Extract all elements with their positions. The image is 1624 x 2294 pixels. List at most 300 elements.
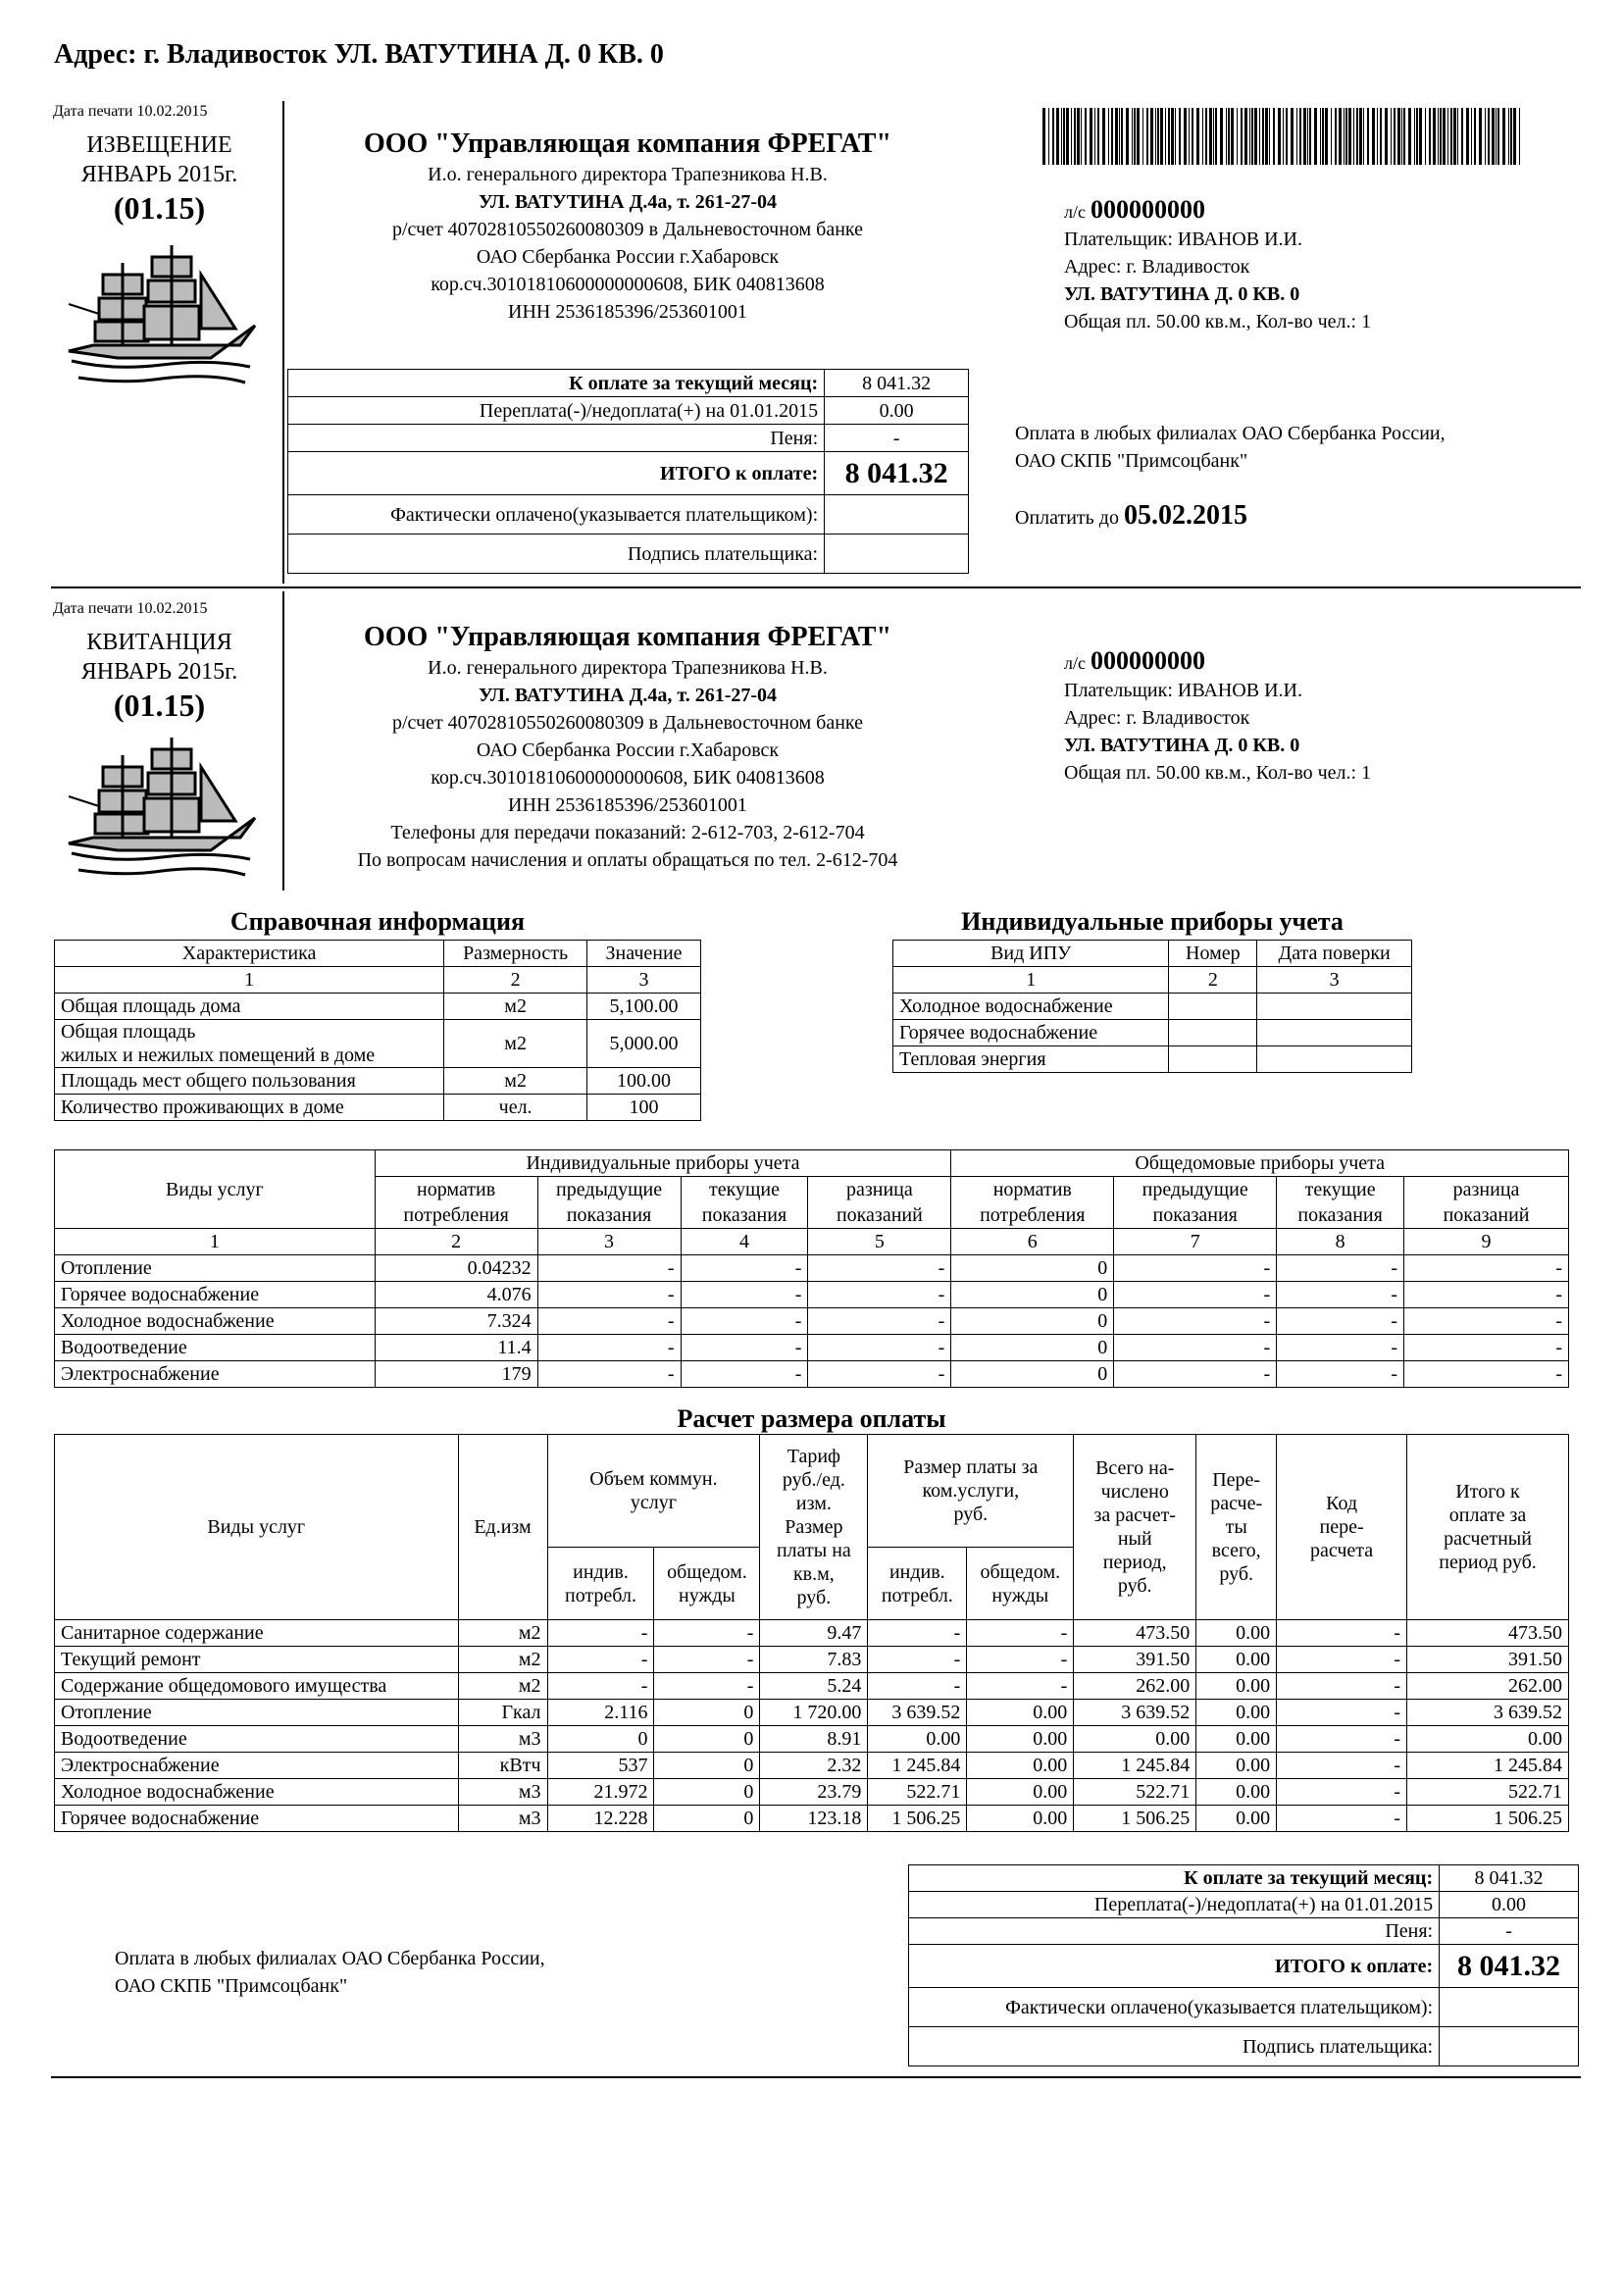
calc-cell: - xyxy=(967,1673,1074,1700)
cons-num: 9 xyxy=(1404,1229,1569,1255)
calc-cell: 1 506.25 xyxy=(1074,1806,1196,1832)
hdr-line: период, xyxy=(1102,1552,1167,1573)
table-row xyxy=(55,1647,1569,1673)
hdr-line: текущие xyxy=(1304,1179,1376,1200)
calc-cell: 391.50 xyxy=(1074,1647,1196,1673)
sign-label: Подпись плательщика: xyxy=(909,2027,1440,2066)
hdr-line: руб. xyxy=(953,1504,989,1525)
hdr-line: оплате за xyxy=(1448,1504,1527,1526)
cons-cell: - xyxy=(681,1255,808,1282)
calc-h-vol-common xyxy=(654,1548,760,1620)
cons-cell: - xyxy=(1114,1308,1277,1335)
cons-cell: - xyxy=(808,1308,951,1335)
receipt-org-block xyxy=(284,621,971,874)
calc-cell: 1 506.25 xyxy=(1407,1806,1569,1832)
cons-cell: - xyxy=(1114,1361,1277,1388)
calc-cell: 0.00 xyxy=(1196,1806,1277,1832)
receipt-payer-block xyxy=(1064,647,1371,787)
calc-cell: - xyxy=(868,1620,967,1647)
cons-cell: - xyxy=(808,1361,951,1388)
calc-cell: 0 xyxy=(654,1779,760,1806)
table-row xyxy=(55,1620,1569,1647)
ref-cell: 100 xyxy=(587,1095,701,1121)
meters-cell: Горячее водоснабжение xyxy=(893,1020,1169,1046)
cons-cell: - xyxy=(1277,1361,1404,1388)
cons-h-ind: Индивидуальные приборы учета xyxy=(375,1150,951,1177)
calc-cell: 537 xyxy=(547,1753,654,1779)
cons-cell: 0 xyxy=(951,1361,1114,1388)
calc-cell: - xyxy=(547,1620,654,1647)
ref-num: 3 xyxy=(587,967,701,994)
calc-cell: м2 xyxy=(458,1673,547,1700)
current-label: К оплате за текущий месяц: xyxy=(909,1865,1440,1892)
calc-cell: 522.71 xyxy=(1407,1779,1569,1806)
calc-cell: Содержание общедомового имущества xyxy=(55,1673,459,1700)
print-date: Дата печати 10.02.2015 xyxy=(53,600,208,617)
hdr-line: предыдущие xyxy=(1142,1179,1248,1200)
calc-cell: 0 xyxy=(547,1726,654,1753)
total-value: 8 041.32 xyxy=(1440,1945,1579,1988)
calc-cell: 3 639.52 xyxy=(868,1700,967,1726)
hdr-line: потребления xyxy=(980,1204,1086,1226)
hdr-line: руб./ед. xyxy=(782,1469,845,1491)
cons-num: 2 xyxy=(375,1229,537,1255)
ls-number: 000000000 xyxy=(1090,646,1205,675)
hdr-line: общедом. xyxy=(980,1560,1061,1583)
hdr-line: Размер xyxy=(785,1516,843,1538)
cons-cell: 0.04232 xyxy=(375,1255,537,1282)
hdr-line: общедом. xyxy=(667,1560,747,1583)
penalty-value: - xyxy=(825,425,969,452)
cons-num: 5 xyxy=(808,1229,951,1255)
hdr-line: услуг xyxy=(630,1492,677,1513)
calc-cell: 391.50 xyxy=(1407,1647,1569,1673)
hdr-line: показания xyxy=(1297,1204,1383,1226)
cons-cell: - xyxy=(681,1361,808,1388)
cons-cell: - xyxy=(1404,1308,1569,1335)
calc-cell: Санитарное содержание xyxy=(55,1620,459,1647)
calc-title: Расчет размера оплаты xyxy=(677,1404,946,1433)
page-address: Адрес: г. Владивосток УЛ. ВАТУТИНА Д. 0 КВ. 0 xyxy=(54,39,664,70)
calc-h-fee xyxy=(868,1435,1074,1548)
calc-cell: - xyxy=(1277,1700,1407,1726)
cons-cell: - xyxy=(537,1282,681,1308)
due-date: 05.02.2015 xyxy=(1123,500,1247,531)
ref-cell: Количество проживающих в доме xyxy=(55,1095,444,1121)
cons-num: 6 xyxy=(951,1229,1114,1255)
paid-label: Фактически оплачено(указывается плательщиком): xyxy=(909,1988,1440,2027)
period: ЯНВАРЬ 2015г. xyxy=(80,162,238,187)
calc-cell: Текущий ремонт xyxy=(55,1647,459,1673)
consumption-table xyxy=(54,1149,1569,1388)
calc-cell: 473.50 xyxy=(1074,1620,1196,1647)
hdr-line: индив. xyxy=(573,1560,629,1583)
hdr-line: изм. xyxy=(795,1493,832,1514)
cons-cell: - xyxy=(537,1308,681,1335)
hdr-line: платы на xyxy=(776,1540,851,1561)
table-row xyxy=(55,1806,1569,1832)
hdr-line: потребл. xyxy=(564,1584,636,1606)
cons-cell: - xyxy=(808,1282,951,1308)
calc-cell: 0.00 xyxy=(1196,1647,1277,1673)
table-row xyxy=(55,1779,1569,1806)
current-value: 8 041.32 xyxy=(1440,1865,1579,1892)
calc-cell: 1 245.84 xyxy=(1407,1753,1569,1779)
cons-cell: Электроснабжение xyxy=(55,1361,376,1388)
cons-cell: - xyxy=(1277,1282,1404,1308)
calc-cell: - xyxy=(1277,1753,1407,1779)
calc-cell: 262.00 xyxy=(1407,1673,1569,1700)
cons-h-sub xyxy=(1277,1177,1404,1229)
ref-cell: Общая площадь дома xyxy=(55,994,444,1020)
calc-cell: 7.83 xyxy=(760,1647,868,1673)
notice-payer-block xyxy=(1064,196,1371,335)
hdr-line: руб. xyxy=(796,1587,832,1608)
hdr-line: разница xyxy=(1452,1179,1520,1200)
calc-cell: 123.18 xyxy=(760,1806,868,1832)
calc-h-recalc xyxy=(1196,1435,1277,1620)
org-bank: ОАО Сбербанка России г.Хабаровск xyxy=(476,246,780,268)
calc-cell: м3 xyxy=(458,1726,547,1753)
hdr-line: Размер платы за xyxy=(903,1456,1039,1478)
cons-cell: - xyxy=(681,1308,808,1335)
meters-cell xyxy=(1257,994,1412,1020)
hdr-line: норматив xyxy=(417,1179,496,1200)
org-director: И.о. генерального директора Трапезникова Н.В. xyxy=(428,164,828,185)
calc-cell: 0.00 xyxy=(1196,1620,1277,1647)
ref-num: 1 xyxy=(55,967,444,994)
ref-cell: м2 xyxy=(444,994,587,1020)
bottom-payment-where xyxy=(115,1945,545,2000)
payer-area: Общая пл. 50.00 кв.м., Кол-во чел.: 1 xyxy=(1064,311,1372,332)
cons-cell: - xyxy=(1404,1335,1569,1361)
calc-cell: - xyxy=(654,1647,760,1673)
penalty-label: Пеня: xyxy=(909,1918,1440,1945)
reference-table xyxy=(54,940,701,1121)
hdr-line: расче- xyxy=(1210,1493,1263,1514)
overpay-value: 0.00 xyxy=(1440,1892,1579,1918)
meters-num: 2 xyxy=(1169,967,1257,994)
cons-cell: - xyxy=(1277,1308,1404,1335)
calc-cell: 473.50 xyxy=(1407,1620,1569,1647)
table-row xyxy=(55,1700,1569,1726)
ls-label: л/с xyxy=(1064,202,1086,222)
cons-h-sub xyxy=(808,1177,951,1229)
payment-where-line1: Оплата в любых филиалах ОАО Сбербанка России, xyxy=(115,1948,545,1969)
print-date: Дата печати 10.02.2015 xyxy=(53,103,208,120)
paid-input[interactable] xyxy=(825,495,969,535)
cons-num: 4 xyxy=(681,1229,808,1255)
cons-cell: 0 xyxy=(951,1255,1114,1282)
calc-cell: 0 xyxy=(654,1753,760,1779)
table-row xyxy=(55,1308,1569,1335)
table-row xyxy=(893,994,1412,1020)
calc-h-vol-ind xyxy=(547,1548,654,1620)
cons-cell: - xyxy=(1404,1361,1569,1388)
calc-cell: 3 639.52 xyxy=(1074,1700,1196,1726)
table-row xyxy=(55,1753,1569,1779)
calc-cell: 0.00 xyxy=(967,1726,1074,1753)
calc-cell: 0.00 xyxy=(967,1779,1074,1806)
hdr-line: нужды xyxy=(679,1584,736,1606)
cons-h-sub xyxy=(537,1177,681,1229)
meters-table xyxy=(892,940,1412,1073)
calc-cell: 0 xyxy=(654,1806,760,1832)
cons-h-sub xyxy=(1404,1177,1569,1229)
hdr-line: Код xyxy=(1326,1493,1358,1514)
paid-input[interactable] xyxy=(1440,1988,1579,2027)
cons-cell: - xyxy=(1114,1282,1277,1308)
hdr-line: ком.услуги, xyxy=(922,1480,1020,1502)
calc-cell: 8.91 xyxy=(760,1726,868,1753)
total-label: ИТОГО к оплате: xyxy=(288,452,825,495)
hdr-line: разница xyxy=(846,1179,913,1200)
hdr-line: текущие xyxy=(708,1179,780,1200)
calc-cell: - xyxy=(654,1620,760,1647)
hdr-line: потребления xyxy=(403,1204,509,1226)
ref-cell: Площадь мест общего пользования xyxy=(55,1068,444,1095)
calc-cell: Водоотведение xyxy=(55,1726,459,1753)
calc-cell: 3 639.52 xyxy=(1407,1700,1569,1726)
payer-name: Плательщик: ИВАНОВ И.И. xyxy=(1064,229,1302,250)
calc-h-fee-ind xyxy=(868,1548,967,1620)
calc-cell: кВтч xyxy=(458,1753,547,1779)
reference-title: Справочная информация xyxy=(229,907,526,936)
cons-num: 7 xyxy=(1114,1229,1277,1255)
org-account: р/счет 40702810550260080309 в Дальневосточном банке xyxy=(391,712,864,734)
hdr-line: показания xyxy=(1152,1204,1238,1226)
ref-cell: Общая площадь xyxy=(61,1021,196,1043)
cons-cell: - xyxy=(681,1282,808,1308)
calc-cell: - xyxy=(1277,1779,1407,1806)
ref-cell: 100.00 xyxy=(587,1068,701,1095)
payment-where-line2: ОАО СКПБ "Примсоцбанк" xyxy=(1015,450,1248,472)
sign-label: Подпись плательщика: xyxy=(288,535,825,574)
hdr-line: индив. xyxy=(888,1560,945,1583)
calc-cell: Гкал xyxy=(458,1700,547,1726)
hdr-line: руб. xyxy=(1219,1563,1253,1585)
calc-cell: - xyxy=(654,1673,760,1700)
hdr-line: расчетный xyxy=(1444,1528,1532,1550)
calc-cell: 262.00 xyxy=(1074,1673,1196,1700)
calc-cell: - xyxy=(1277,1806,1407,1832)
ref-cell: чел. xyxy=(444,1095,587,1121)
ref-cell: жилых и нежилых помещений в доме xyxy=(61,1045,376,1066)
hdr-line: числено xyxy=(1100,1481,1169,1503)
table-row xyxy=(55,1726,1569,1753)
cons-num: 1 xyxy=(55,1229,376,1255)
table-row xyxy=(55,1361,1569,1388)
calc-cell: м2 xyxy=(458,1647,547,1673)
hdr-line: Тариф xyxy=(787,1446,841,1467)
meters-title: Индивидуальные приборы учета xyxy=(961,907,1344,936)
cons-cell: - xyxy=(537,1361,681,1388)
meters-cell xyxy=(1169,1020,1257,1046)
bottom-summary-table xyxy=(908,1864,1579,2066)
due-block xyxy=(1015,500,1247,532)
hdr-line: ты xyxy=(1225,1516,1247,1538)
cons-cell: - xyxy=(1277,1335,1404,1361)
notice-payment-where xyxy=(1015,420,1446,475)
calc-cell: 1 245.84 xyxy=(868,1753,967,1779)
org-name: ООО "Управляющая компания ФРЕГАТ" xyxy=(363,128,892,159)
org-inn: ИНН 2536185396/253601001 xyxy=(508,301,747,323)
calc-h-unit: Ед.изм xyxy=(458,1435,547,1620)
cons-cell: - xyxy=(681,1335,808,1361)
meters-h: Номер xyxy=(1169,941,1257,967)
calc-cell: 0.00 xyxy=(967,1700,1074,1726)
calc-h-total xyxy=(1074,1435,1196,1620)
calc-cell: 1 720.00 xyxy=(760,1700,868,1726)
cons-cell: 179 xyxy=(375,1361,537,1388)
org-address: УЛ. ВАТУТИНА Д.4а, т. 261-27-04 xyxy=(478,685,778,706)
calc-cell: - xyxy=(868,1647,967,1673)
current-label: К оплате за текущий месяц: xyxy=(288,370,825,397)
cons-cell: - xyxy=(808,1335,951,1361)
hdr-line: норматив xyxy=(992,1179,1072,1200)
table-row xyxy=(893,1020,1412,1046)
hdr-line: потребл. xyxy=(881,1584,953,1606)
notice-summary-table xyxy=(287,369,969,574)
calc-cell: - xyxy=(868,1673,967,1700)
hdr-line: Всего на- xyxy=(1095,1457,1175,1479)
cons-cell: 4.076 xyxy=(375,1282,537,1308)
ship-logo-icon xyxy=(64,728,260,890)
hdr-line: за расчет- xyxy=(1093,1504,1176,1526)
cons-cell: Водоотведение xyxy=(55,1335,376,1361)
calc-h-code xyxy=(1277,1435,1407,1620)
calc-cell: 12.228 xyxy=(547,1806,654,1832)
cons-cell: 7.324 xyxy=(375,1308,537,1335)
calc-cell: 0.00 xyxy=(1196,1779,1277,1806)
calc-cell: - xyxy=(547,1647,654,1673)
calc-cell: 0.00 xyxy=(1074,1726,1196,1753)
calc-h-services: Виды услуг xyxy=(55,1435,459,1620)
sign-field[interactable] xyxy=(1440,2027,1579,2066)
org-name: ООО "Управляющая компания ФРЕГАТ" xyxy=(363,622,892,652)
meters-cell xyxy=(1257,1046,1412,1073)
barcode-icon xyxy=(1042,108,1523,165)
payment-where-line2: ОАО СКПБ "Примсоцбанк" xyxy=(115,1975,348,1997)
calc-cell: 1 245.84 xyxy=(1074,1753,1196,1779)
total-value: 8 041.32 xyxy=(825,452,969,495)
table-row xyxy=(55,1335,1569,1361)
meters-cell: Холодное водоснабжение xyxy=(893,994,1169,1020)
cons-cell: - xyxy=(1277,1255,1404,1282)
calc-h-fee-common xyxy=(967,1548,1074,1620)
calc-cell: 9.47 xyxy=(760,1620,868,1647)
ship-logo-icon xyxy=(64,235,260,397)
payer-street: УЛ. ВАТУТИНА Д. 0 КВ. 0 xyxy=(1064,283,1300,305)
payer-area: Общая пл. 50.00 кв.м., Кол-во чел.: 1 xyxy=(1064,762,1372,784)
calc-cell: 23.79 xyxy=(760,1779,868,1806)
calc-cell: - xyxy=(547,1673,654,1700)
ref-h-char: Характеристика xyxy=(55,941,444,967)
calc-cell: 2.32 xyxy=(760,1753,868,1779)
cons-cell: - xyxy=(1114,1335,1277,1361)
calc-cell: Электроснабжение xyxy=(55,1753,459,1779)
calc-cell: 0.00 xyxy=(1407,1726,1569,1753)
doc-type: ИЗВЕЩЕНИЕ xyxy=(86,132,232,158)
calc-cell: 0.00 xyxy=(1196,1753,1277,1779)
hdr-line: предыдущие xyxy=(556,1179,663,1200)
cons-h-sub xyxy=(951,1177,1114,1229)
hdr-line: Пере- xyxy=(1212,1469,1261,1491)
meters-num: 1 xyxy=(893,967,1169,994)
payer-street: УЛ. ВАТУТИНА Д. 0 КВ. 0 xyxy=(1064,735,1300,756)
org-director: И.о. генерального директора Трапезникова Н.В. xyxy=(428,657,828,679)
hdr-line: кв.м, xyxy=(792,1563,835,1585)
cons-cell: Горячее водоснабжение xyxy=(55,1282,376,1308)
table-row xyxy=(55,1020,701,1068)
period: ЯНВАРЬ 2015г. xyxy=(80,659,238,685)
cons-cell: 0 xyxy=(951,1308,1114,1335)
meters-h: Дата поверки xyxy=(1257,941,1412,967)
calc-cell: 0 xyxy=(654,1700,760,1726)
hdr-line: показаний xyxy=(836,1204,923,1226)
hdr-line: показания xyxy=(566,1204,652,1226)
period-code: (01.15) xyxy=(113,688,206,723)
cons-h-sub xyxy=(681,1177,808,1229)
payer-city: Адрес: г. Владивосток xyxy=(1064,256,1250,278)
hdr-line: расчета xyxy=(1310,1540,1374,1561)
calc-cell: 21.972 xyxy=(547,1779,654,1806)
table-row xyxy=(55,1095,701,1121)
org-corr: кор.сч.30101810600000000608, БИК 040813608 xyxy=(431,767,825,789)
cons-cell: 11.4 xyxy=(375,1335,537,1361)
cons-cell: Отопление xyxy=(55,1255,376,1282)
cons-h-sub xyxy=(375,1177,537,1229)
ref-num: 2 xyxy=(444,967,587,994)
ref-cell: м2 xyxy=(444,1068,587,1095)
meters-cell: Тепловая энергия xyxy=(893,1046,1169,1073)
ref-h-dim: Размерность xyxy=(444,941,587,967)
doc-type: КВИТАНЦИЯ xyxy=(86,630,232,655)
penalty-label: Пеня: xyxy=(288,425,825,452)
meters-num: 3 xyxy=(1257,967,1412,994)
calc-cell: Отопление xyxy=(55,1700,459,1726)
overpay-label: Переплата(-)/недоплата(+) на 01.01.2015 xyxy=(288,397,825,425)
calc-table xyxy=(54,1434,1569,1832)
payment-where-line1: Оплата в любых филиалах ОАО Сбербанка России, xyxy=(1015,423,1446,444)
cons-num: 3 xyxy=(537,1229,681,1255)
hdr-line: руб. xyxy=(1117,1575,1152,1597)
overpay-value: 0.00 xyxy=(825,397,969,425)
calc-cell: - xyxy=(1277,1726,1407,1753)
hdr-line: пере- xyxy=(1319,1516,1364,1538)
calc-cell: 0.00 xyxy=(1196,1726,1277,1753)
hdr-line: всего, xyxy=(1211,1540,1261,1561)
org-corr: кор.сч.30101810600000000608, БИК 040813608 xyxy=(431,274,825,295)
cons-cell: 0 xyxy=(951,1335,1114,1361)
paid-label: Фактически оплачено(указывается плательщиком): xyxy=(288,495,825,535)
current-value: 8 041.32 xyxy=(825,370,969,397)
period-code: (01.15) xyxy=(113,190,206,226)
meters-cell xyxy=(1169,994,1257,1020)
org-address: УЛ. ВАТУТИНА Д.4а, т. 261-27-04 xyxy=(478,191,778,213)
cons-cell: - xyxy=(1114,1255,1277,1282)
payer-city: Адрес: г. Владивосток xyxy=(1064,707,1250,729)
notice-org-block xyxy=(284,127,971,326)
due-label: Оплатить до xyxy=(1015,507,1119,529)
org-questions: По вопросам начисления и оплаты обращаться по тел. 2-612-704 xyxy=(357,849,898,871)
calc-cell: м2 xyxy=(458,1620,547,1647)
hdr-line: Итого к xyxy=(1455,1481,1520,1503)
cons-cell: - xyxy=(537,1335,681,1361)
overpay-label: Переплата(-)/недоплата(+) на 01.01.2015 xyxy=(909,1892,1440,1918)
sign-field[interactable] xyxy=(825,535,969,574)
ls-label: л/с xyxy=(1064,653,1086,673)
